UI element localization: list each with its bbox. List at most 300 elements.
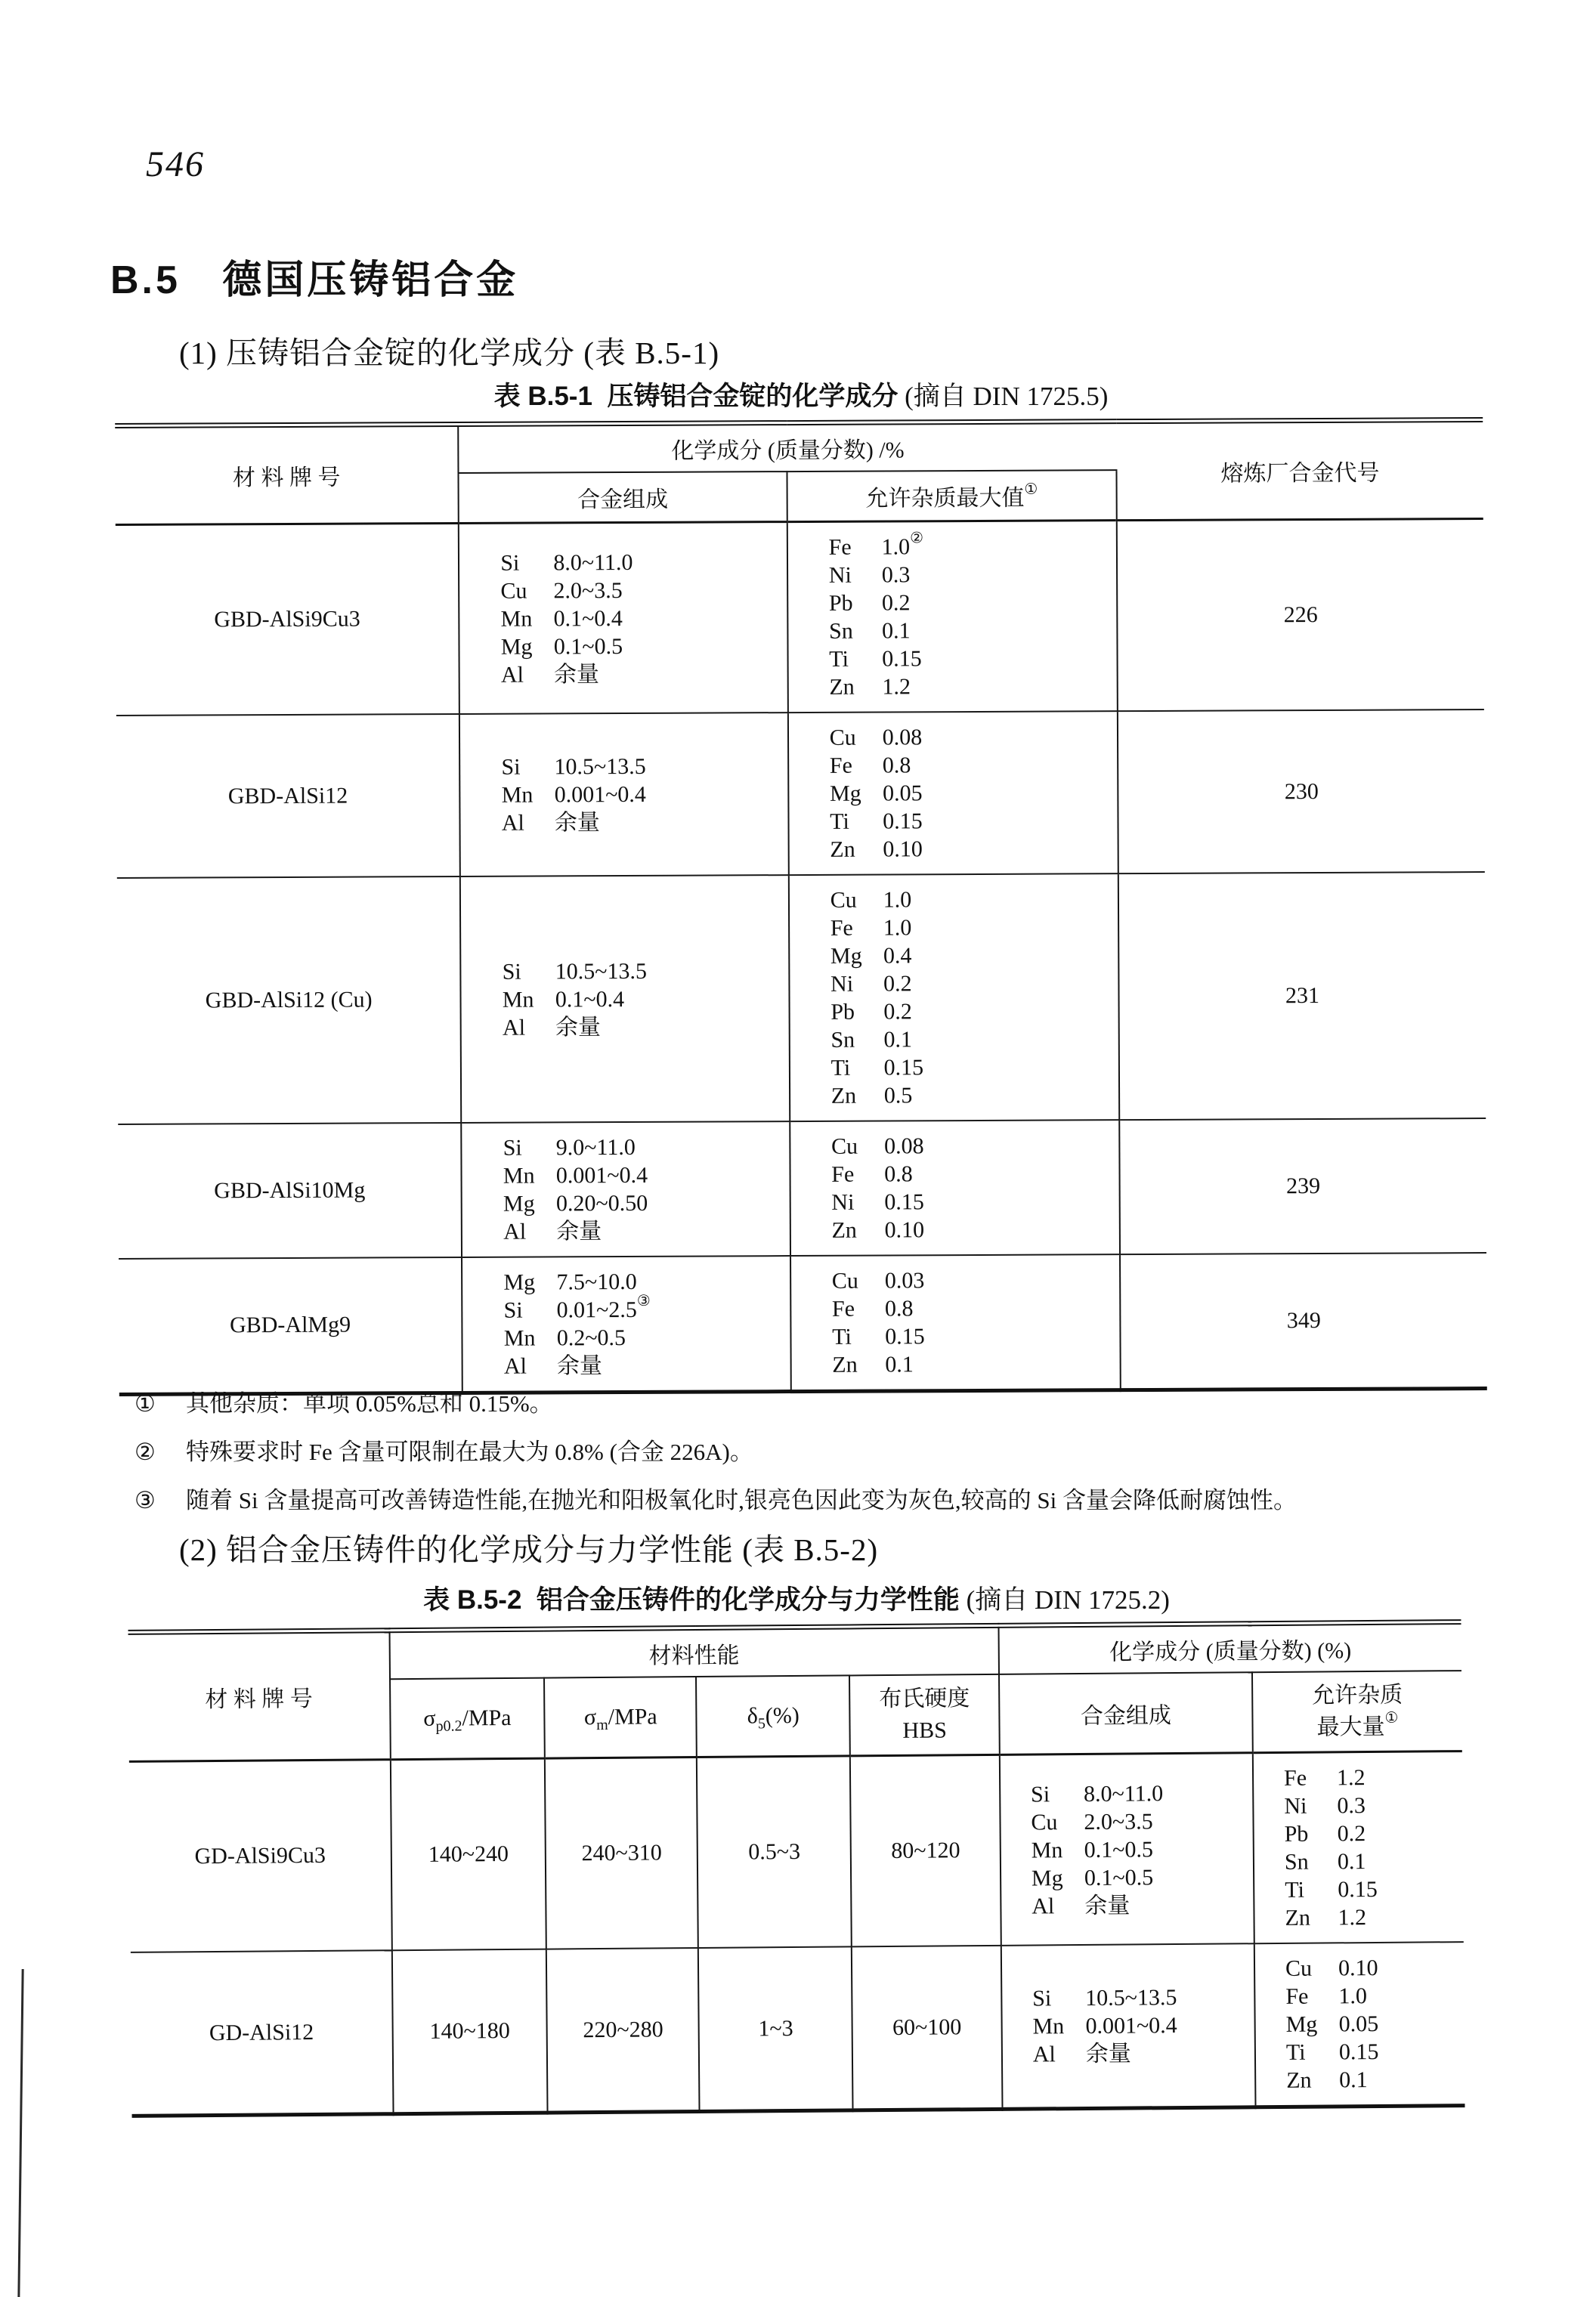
delta5-cell: 0.5~3 [697,1756,852,1948]
element-value: 0.1~0.4 [555,986,625,1012]
element-symbol: Pb [830,999,855,1025]
element-value: 0.15 [884,1189,924,1215]
sigma-subscript: m [596,1716,608,1734]
composition-list [503,957,784,1042]
sigma-symbol: σ [423,1705,436,1731]
element-symbol: Mn [503,1325,536,1351]
composition-cell [459,713,788,876]
element-symbol: Mg [503,1191,535,1217]
table2-caption-prefix: 表 B.5-2 [423,1585,537,1615]
element-symbol: Al [1032,2042,1056,2067]
element-line [830,885,1113,914]
composition-list [500,548,782,689]
element-value: 0.8 [884,1296,914,1322]
composition-list [501,752,783,837]
element-symbol: Sn [1284,1849,1309,1875]
element-line [829,588,1112,617]
element-symbol: Ni [830,971,854,997]
element-line [504,1323,786,1353]
code-cell: 230 [1118,710,1485,873]
footnote-3-marker: ③ [135,1487,156,1513]
table2-caption [130,1579,1463,1617]
element-value: 余量 [553,661,600,687]
impurities-cell [789,873,1120,1121]
hbs-label-line1: 布氏硬度 [879,1686,970,1712]
element-value: 8.0~11.0 [553,549,633,575]
grade-cell: GBD-AlSi10Mg [118,1123,462,1259]
footnote-2 [135,1437,1555,1467]
impurities-list [1284,1763,1459,1932]
element-value: 1.0 [881,534,911,560]
element-symbol: Mg [503,1269,536,1295]
element-value: 0.5 [883,1083,913,1108]
element-value: 0.8 [884,1161,913,1187]
element-line [831,1187,1114,1217]
element-value: 0.2 [1337,1821,1366,1847]
element-symbol: Sn [829,618,853,644]
element-value: 0.8 [882,753,911,778]
element-value: 1.0 [883,887,912,913]
table1-caption-source: (摘自 DIN 1725.5) [898,382,1109,411]
element-symbol: Ni [1284,1793,1307,1819]
table2-wrapper [128,1619,1465,2118]
table2-caption-title: 铝合金压铸件的化学成分与力学性能 [536,1585,960,1615]
element-symbol: Al [501,810,524,836]
footnote-2-marker: ② [135,1439,156,1465]
element-value: 0.3 [1337,1793,1366,1819]
element-symbol: Mg [1031,1865,1063,1891]
composition-cell [459,522,787,714]
table2-header-props-group: 材料性能 [389,1625,999,1679]
table1-caption-title: 压铸铝合金锭的化学成分 [607,382,899,411]
element-value: 0.08 [883,1133,924,1159]
element-line [830,969,1113,998]
composition-list [503,1133,785,1246]
element-symbol: Pb [828,590,853,616]
element-line [832,1294,1115,1323]
element-symbol: Ti [832,1324,852,1349]
element-value: 10.5~13.5 [555,958,647,984]
code-cell: 231 [1118,872,1486,1120]
element-symbol: Si [502,959,521,985]
element-value: 0.08 [882,725,923,750]
impurities-cell [788,711,1118,875]
element-value: 1.0 [883,915,912,941]
impurities-cell [1253,1751,1464,1944]
element-line [1285,1875,1458,1904]
element-symbol: Zn [829,674,855,700]
element-symbol: Fe [1283,1765,1307,1791]
grade-cell: GD-AlSi9Cu3 [129,1760,392,1952]
element-line [830,997,1113,1026]
element-symbol: Mn [503,1163,535,1189]
delta-unit: (%) [765,1702,800,1729]
element-value: 0.1~0.4 [553,605,623,631]
impurity-label-line2 [1253,1711,1461,1744]
table1-header-impurity [787,470,1116,521]
element-line [1285,1981,1459,2011]
grade-cell: GBD-AlSi9Cu3 [116,523,459,715]
element-symbol: Mn [502,987,534,1012]
element-value: 0.1 [883,1027,913,1053]
element-line [1285,1903,1458,1932]
element-value: 0.03 [884,1268,925,1294]
element-line [831,1131,1114,1161]
element-value: 10.5~13.5 [554,753,646,780]
element-symbol: Cu [1285,1955,1313,1981]
element-line [503,1189,785,1218]
element-symbol: Cu [829,725,856,750]
element-value: 7.5~10.0 [556,1269,637,1295]
sigma-p02-cell: 140~180 [392,1949,548,2114]
element-line [1032,1835,1248,1864]
element-line [501,632,783,661]
footnote-1-text: 其他杂质：单项 0.05%总和 0.15%。 [186,1390,553,1417]
element-line [1285,1819,1458,1848]
subsection-2-heading: (2) 铝合金压铸件的化学成分与力学性能 (表 B.5-2) [179,1532,879,1567]
element-line [830,750,1112,780]
element-symbol: Si [503,1297,523,1323]
element-symbol: Zn [830,1083,857,1108]
element-symbol: Al [503,1353,527,1379]
footnote-ref: ③ [636,1292,651,1309]
impurities-list [831,1131,1115,1244]
element-symbol: Fe [828,534,852,560]
element-line [831,1080,1114,1110]
element-value: 余量 [554,810,600,836]
element-symbol: Si [1030,1781,1050,1807]
element-value: 0.1 [885,1352,914,1377]
table2-caption-source: (摘自 DIN 1725.2) [959,1585,1170,1615]
table2-header-hbs [849,1674,999,1756]
element-symbol: Si [503,1135,522,1161]
element-symbol: Al [502,1015,526,1040]
table1-footnotes [135,1389,1555,1534]
element-value: 0.15 [1338,1876,1378,1903]
element-symbol: Ti [830,1055,851,1080]
element-line [830,1025,1113,1054]
element-line [1032,1983,1249,2012]
composition-cell [462,1256,790,1393]
impurities-cell [1254,1942,1465,2107]
element-symbol: Ti [1285,1877,1304,1903]
element-line [829,532,1112,561]
element-symbol: Zn [1285,1905,1311,1931]
element-value: 0.1~0.5 [1084,1836,1154,1863]
table1-header-grade: 材 料 牌 号 [115,424,459,524]
grade-cell: GBD-AlMg9 [119,1257,462,1394]
grade-cell: GBD-AlSi12 [116,714,460,878]
element-value: 余量 [1084,1893,1130,1918]
table1-header-alloy-comp: 合金组成 [459,471,787,523]
element-symbol: Mn [501,782,534,808]
element-line [829,672,1112,701]
element-value: 8.0~11.0 [1083,1780,1164,1807]
element-line [1031,1779,1248,1808]
element-line [1285,1953,1459,1983]
table2-header-alloy-comp: 合金组成 [999,1672,1253,1754]
composition-list [1032,1983,1250,2068]
element-line [829,560,1112,589]
element-value: 0.3 [881,562,911,588]
element-line [832,1322,1115,1351]
table1-row [117,872,1486,1124]
element-line [830,722,1112,752]
composition-cell [462,1121,790,1257]
element-value: 0.2 [881,590,911,616]
element-symbol: Sn [830,1027,855,1053]
composition-list [1031,1779,1249,1920]
element-symbol: Fe [829,753,852,778]
delta5-cell: 1~3 [698,1946,853,2111]
impurities-cell [790,1120,1120,1256]
sigma-p02-cell: 140~240 [391,1758,547,1950]
element-line [832,1266,1115,1295]
element-line [503,1292,786,1325]
element-value: 0.15 [883,808,923,834]
table1-wrapper [115,417,1487,1396]
element-value: 0.05 [882,781,923,806]
element-line [502,780,784,809]
element-symbol: Pb [1284,1821,1309,1847]
element-value: 0.2~0.5 [556,1325,626,1351]
element-value: 余量 [556,1353,603,1379]
element-value: 0.001~0.4 [555,1162,648,1189]
section-heading: B.5 德国压铸铝合金 [110,258,519,302]
table2-header-sigma-m [544,1677,697,1758]
table1-caption [117,376,1485,413]
impurities-cell [790,1254,1121,1391]
table1-row [118,1118,1486,1259]
element-symbol: Al [500,662,524,688]
composition-cell [1001,1943,1256,2109]
element-value: 1.2 [882,674,911,700]
element-line [831,1215,1114,1244]
element-symbol: Ni [828,562,852,588]
table1-row [116,519,1484,716]
element-value: 0.01~2.5 [556,1297,637,1323]
element-symbol: Al [1032,1893,1055,1919]
element-value: 0.10 [1338,1955,1378,1981]
grade-cell: GBD-AlSi12 (Cu) [117,876,462,1124]
element-symbol: Zn [832,1352,858,1377]
footnote-2-text: 特殊要求时 Fe 含量可限制在最大为 0.8% (合金 226A)。 [186,1439,753,1465]
element-symbol: Cu [831,1268,858,1294]
element-value: 0.15 [882,646,922,672]
table2-row [131,1942,1465,2116]
impurities-list [830,722,1113,864]
element-symbol: Fe [1285,1983,1309,2009]
element-value: 余量 [556,1219,602,1244]
element-value: 2.0~3.5 [1084,1808,1153,1835]
table2-header-sigma-p02 [390,1678,545,1760]
impurities-list [1285,1953,1460,2095]
element-line [830,806,1112,836]
element-symbol: Zn [830,836,855,862]
element-symbol: Cu [830,887,857,913]
element-value: 1.2 [1336,1765,1366,1791]
element-line [829,616,1112,645]
element-line [502,808,784,837]
footnote-1-marker: ① [135,1390,156,1417]
element-symbol: Mg [500,634,533,660]
sigma-symbol: σ [583,1705,597,1730]
element-line [503,1133,785,1162]
element-line [501,752,783,781]
element-value: 0.10 [884,1217,925,1243]
element-value: 0.10 [883,836,923,862]
element-line [1286,2037,1460,2067]
sigma-unit: /MPa [462,1705,512,1731]
hbs-cell: 80~120 [850,1754,1001,1946]
element-symbol: Cu [500,578,527,604]
element-value: 10.5~13.5 [1085,1985,1177,2011]
grade-cell: GD-AlSi12 [131,1950,393,2116]
element-symbol: Fe [830,915,853,941]
element-value: 0.4 [883,943,912,969]
element-line [503,1161,785,1190]
element-line [1286,2065,1460,2095]
element-symbol: Mg [1285,2011,1318,2037]
element-value: 0.1~0.5 [1084,1864,1154,1890]
element-line [503,957,784,986]
element-symbol: Ti [1285,2039,1306,2065]
element-value: 0.1 [1337,1849,1366,1875]
element-line [831,1053,1114,1082]
element-line [1284,1763,1458,1792]
table2-header-chem-group: 化学成分 (质量分数) (%) [998,1622,1461,1674]
element-line [504,1351,786,1380]
element-value: 余量 [1085,2041,1131,2067]
table2-header-grade: 材 料 牌 号 [128,1631,391,1762]
element-line [830,778,1112,808]
table2-row [129,1751,1464,1952]
element-symbol: Mg [830,943,862,969]
hbs-label-line2: HBS [902,1717,947,1743]
element-value: 余量 [555,1014,602,1040]
element-line [1032,1863,1248,1892]
footnote-3 [135,1485,1555,1515]
code-cell: 349 [1120,1253,1487,1390]
element-symbol: Ti [829,646,849,672]
element-line [500,576,782,605]
delta-symbol: δ [747,1703,758,1729]
table1-row [116,710,1485,878]
impurities-list [829,532,1112,701]
element-symbol: Mg [829,781,861,806]
element-symbol: Mn [500,606,533,632]
element-value: 9.0~11.0 [555,1134,636,1161]
impurities-cell [787,521,1117,713]
element-symbol: Mn [1031,1837,1063,1863]
element-symbol: Cu [1031,1809,1058,1835]
element-value: 1.0 [1338,1983,1367,2009]
composition-cell [460,875,790,1123]
element-line [1286,2009,1460,2039]
element-value: 0.1 [882,618,911,644]
element-symbol: Fe [831,1296,855,1322]
impurity-label-text: 最大量 [1316,1714,1385,1740]
element-line [1031,1807,1248,1836]
element-symbol: Si [500,550,520,576]
element-line [1033,2039,1250,2068]
element-line [1285,1847,1458,1876]
impurities-list [832,1266,1115,1379]
element-value: 0.001~0.4 [554,781,646,808]
element-symbol: Zn [831,1217,857,1243]
sigma-unit: /MPa [608,1704,657,1730]
element-line [832,1349,1115,1379]
impurity-label-line1: 允许杂质 [1312,1682,1403,1708]
element-value: 0.001~0.4 [1085,2013,1177,2039]
table1-header-impurity-text: 允许杂质最大值 [865,485,1025,512]
element-line [500,548,782,577]
sigma-subscript: p0.2 [435,1717,462,1735]
table1-header-chem-group: 化学成分 (质量分数) /% [459,422,1117,473]
element-line [1032,2011,1249,2040]
element-value: 0.15 [885,1324,925,1349]
table1-caption-prefix: 表 B.5-1 [493,382,608,411]
footnote-1 [135,1389,1555,1418]
code-cell: 239 [1119,1118,1486,1254]
element-value: 0.05 [1338,2011,1379,2037]
element-line [1032,1890,1248,1920]
element-line [501,660,783,689]
element-value: 0.1~0.5 [553,633,623,659]
element-symbol: Fe [831,1161,855,1187]
delta-subscript: 5 [757,1715,766,1733]
page-number: 546 [146,144,205,184]
element-symbol: Zn [1286,2067,1312,2093]
element-value: 0.2 [883,999,912,1025]
table2 [128,1619,1465,2118]
element-value: 0.1 [1339,2067,1368,2093]
element-symbol: Mn [1032,2014,1065,2039]
element-line [501,604,783,633]
element-value: 0.15 [1338,2039,1379,2065]
table1-header-impurity-footref: ① [1024,481,1038,498]
impurities-list [830,885,1114,1110]
sigma-m-cell: 240~310 [545,1758,698,1949]
element-line [829,644,1112,673]
table1-header-code: 熔炼厂合金代号 [1116,420,1483,521]
hbs-cell: 60~100 [852,1946,1002,2110]
element-line [1284,1791,1458,1820]
sigma-m-cell: 220~280 [546,1948,700,2113]
element-line [830,941,1113,970]
impurity-footref: ① [1384,1709,1399,1727]
footnote-ref: ② [910,530,924,547]
element-value: 0.15 [883,1055,924,1080]
element-symbol: Ti [830,808,849,834]
element-symbol: Si [1032,1986,1052,2011]
composition-list [503,1267,785,1380]
element-value: 0.2 [883,971,912,997]
element-symbol: Ni [831,1189,855,1215]
table2-header-impurity [1252,1671,1462,1753]
element-line [503,985,784,1014]
element-symbol: Cu [831,1133,858,1159]
table2-header-delta5 [696,1675,850,1757]
subsection-1-heading: (1) 压铸铝合金锭的化学成分 (表 B.5-1) [179,335,720,370]
element-value: 2.0~3.5 [553,577,623,603]
element-line [830,834,1112,864]
element-line [503,1012,784,1042]
element-value: 1.2 [1338,1905,1367,1931]
scan-artifact-line [17,1969,23,2297]
element-line [831,1159,1114,1189]
table1-row [119,1253,1487,1394]
